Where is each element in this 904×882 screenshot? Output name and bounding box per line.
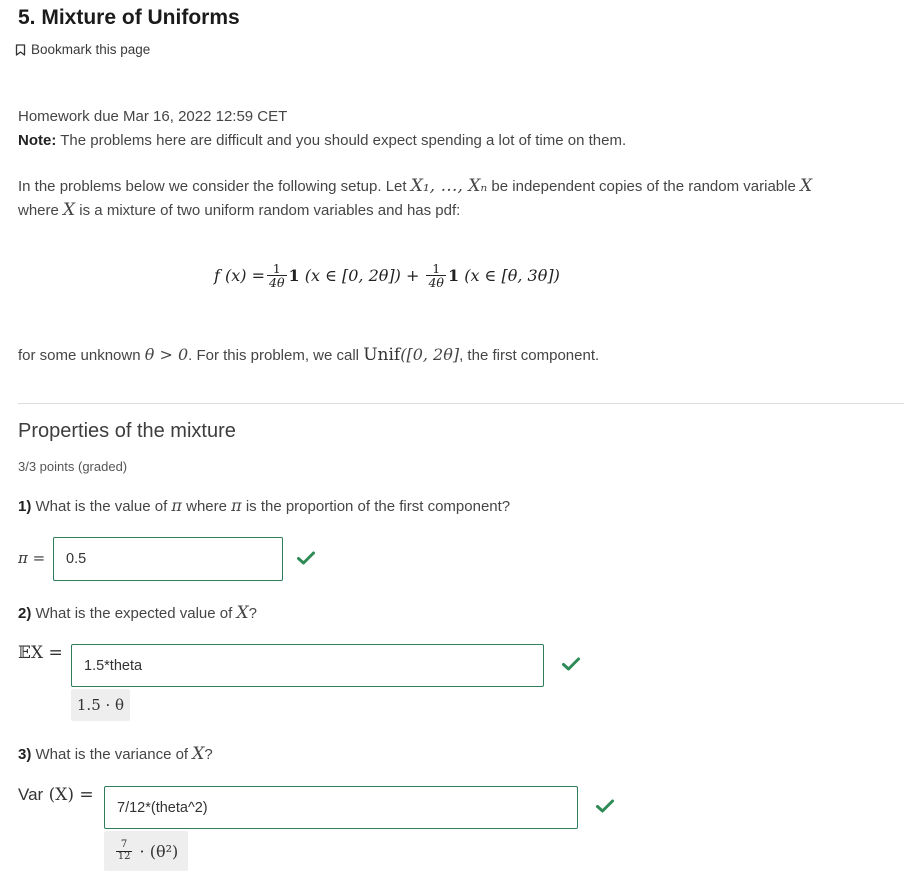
math-theta-positive: θ > 0 [144, 345, 189, 364]
note-label: Note: [18, 132, 57, 149]
fraction-2 [426, 262, 445, 289]
preview-denominator: 12 [117, 850, 131, 862]
math-x: X [63, 200, 76, 220]
checkmark-icon [297, 551, 315, 570]
question-text-c: is the proportion of the first component? [241, 498, 511, 515]
answer-1-input[interactable]: 0.5 [53, 537, 283, 581]
points-label: 3/3 points (graded) [18, 459, 128, 474]
question-number: 2) [18, 605, 32, 622]
setup-line-1 [18, 176, 812, 196]
bookmark-label: Bookmark this page [31, 42, 151, 57]
answer-1-label: π = [18, 549, 46, 567]
question-text-a: What is the value of [31, 498, 172, 515]
comma: , [459, 347, 464, 364]
preview-fraction [116, 840, 133, 862]
bookmark-icon [15, 44, 26, 56]
math-pi: π [171, 496, 182, 515]
question-text-b: ? [248, 605, 257, 622]
answer-2-label: 𝔼X = [18, 643, 63, 663]
question-2 [18, 603, 257, 623]
question-number: 1) [18, 498, 32, 515]
due-date: Homework due Mar 16, 2022 12:59 CET [18, 108, 288, 125]
fraction-denominator: 4θ [428, 275, 444, 291]
setup-text-b: be independent copies of the random variable [487, 178, 800, 195]
bookmark-button[interactable] [15, 42, 150, 57]
math-x: X [236, 603, 249, 623]
preview-numerator: 7 [120, 839, 128, 850]
page-title: 5. Mixture of Uniforms [18, 6, 240, 29]
math-x: X [192, 744, 205, 764]
question-text-a: What is the variance of [31, 746, 193, 763]
component-text-c: the first component. [463, 347, 600, 364]
section-divider [18, 403, 904, 404]
formula-lhs: f (x) = [214, 266, 266, 286]
preview-rest: · (θ²) [134, 841, 179, 861]
math-unif: Unif [363, 345, 401, 365]
checkmark-icon [596, 799, 614, 818]
note [18, 132, 626, 149]
fraction-numerator: 1 [272, 261, 281, 276]
question-text-a: What is the expected value of [31, 605, 237, 622]
math-x: X [799, 176, 813, 196]
setup-text-d: is a mixture of two uniform random variables and has pdf: [75, 202, 461, 219]
math-unif-interval: ([0, 2θ] [400, 345, 460, 364]
fraction-denominator: 4θ [269, 275, 285, 291]
math-pi: π [231, 496, 242, 515]
question-3 [18, 744, 213, 764]
fraction-numerator: 1 [432, 261, 441, 276]
indicator-1: 1 [288, 266, 300, 286]
setup-line-2 [18, 200, 460, 220]
fraction-1 [267, 262, 286, 289]
var-label: Var [18, 785, 44, 804]
interval-2: (x ∈ [θ, 3θ]) [459, 266, 560, 286]
answer-3-preview [104, 831, 188, 871]
checkmark-icon [562, 657, 580, 676]
note-text: The problems here are difficult and you should expect spending a lot of time on them. [56, 132, 627, 149]
component-line [18, 345, 599, 365]
setup-text-a: In the problems below we consider the following setup. Let [18, 178, 411, 195]
setup-text-c: where [18, 202, 64, 219]
answer-3-input[interactable]: 7/12*(theta^2) [104, 786, 578, 829]
var-arg: (X) = [43, 785, 94, 805]
pdf-formula [214, 262, 560, 289]
component-text-a: for some unknown [18, 347, 145, 364]
problem-title: Properties of the mixture [18, 420, 236, 442]
indicator-2: 1 [447, 266, 460, 286]
question-number: 3) [18, 746, 32, 763]
answer-2-input[interactable]: 1.5*theta [71, 644, 544, 687]
question-1 [18, 496, 510, 515]
answer-2-preview: 1.5 · θ [71, 689, 130, 721]
answer-3-label [18, 785, 94, 805]
math-x-seq: X₁, …, Xₙ [410, 176, 488, 196]
question-text-b: where [181, 498, 232, 515]
question-text-b: ? [204, 746, 213, 763]
interval-1: (x ∈ [0, 2θ]) + [299, 266, 425, 286]
component-text-b: . For this problem, we call [188, 347, 364, 364]
